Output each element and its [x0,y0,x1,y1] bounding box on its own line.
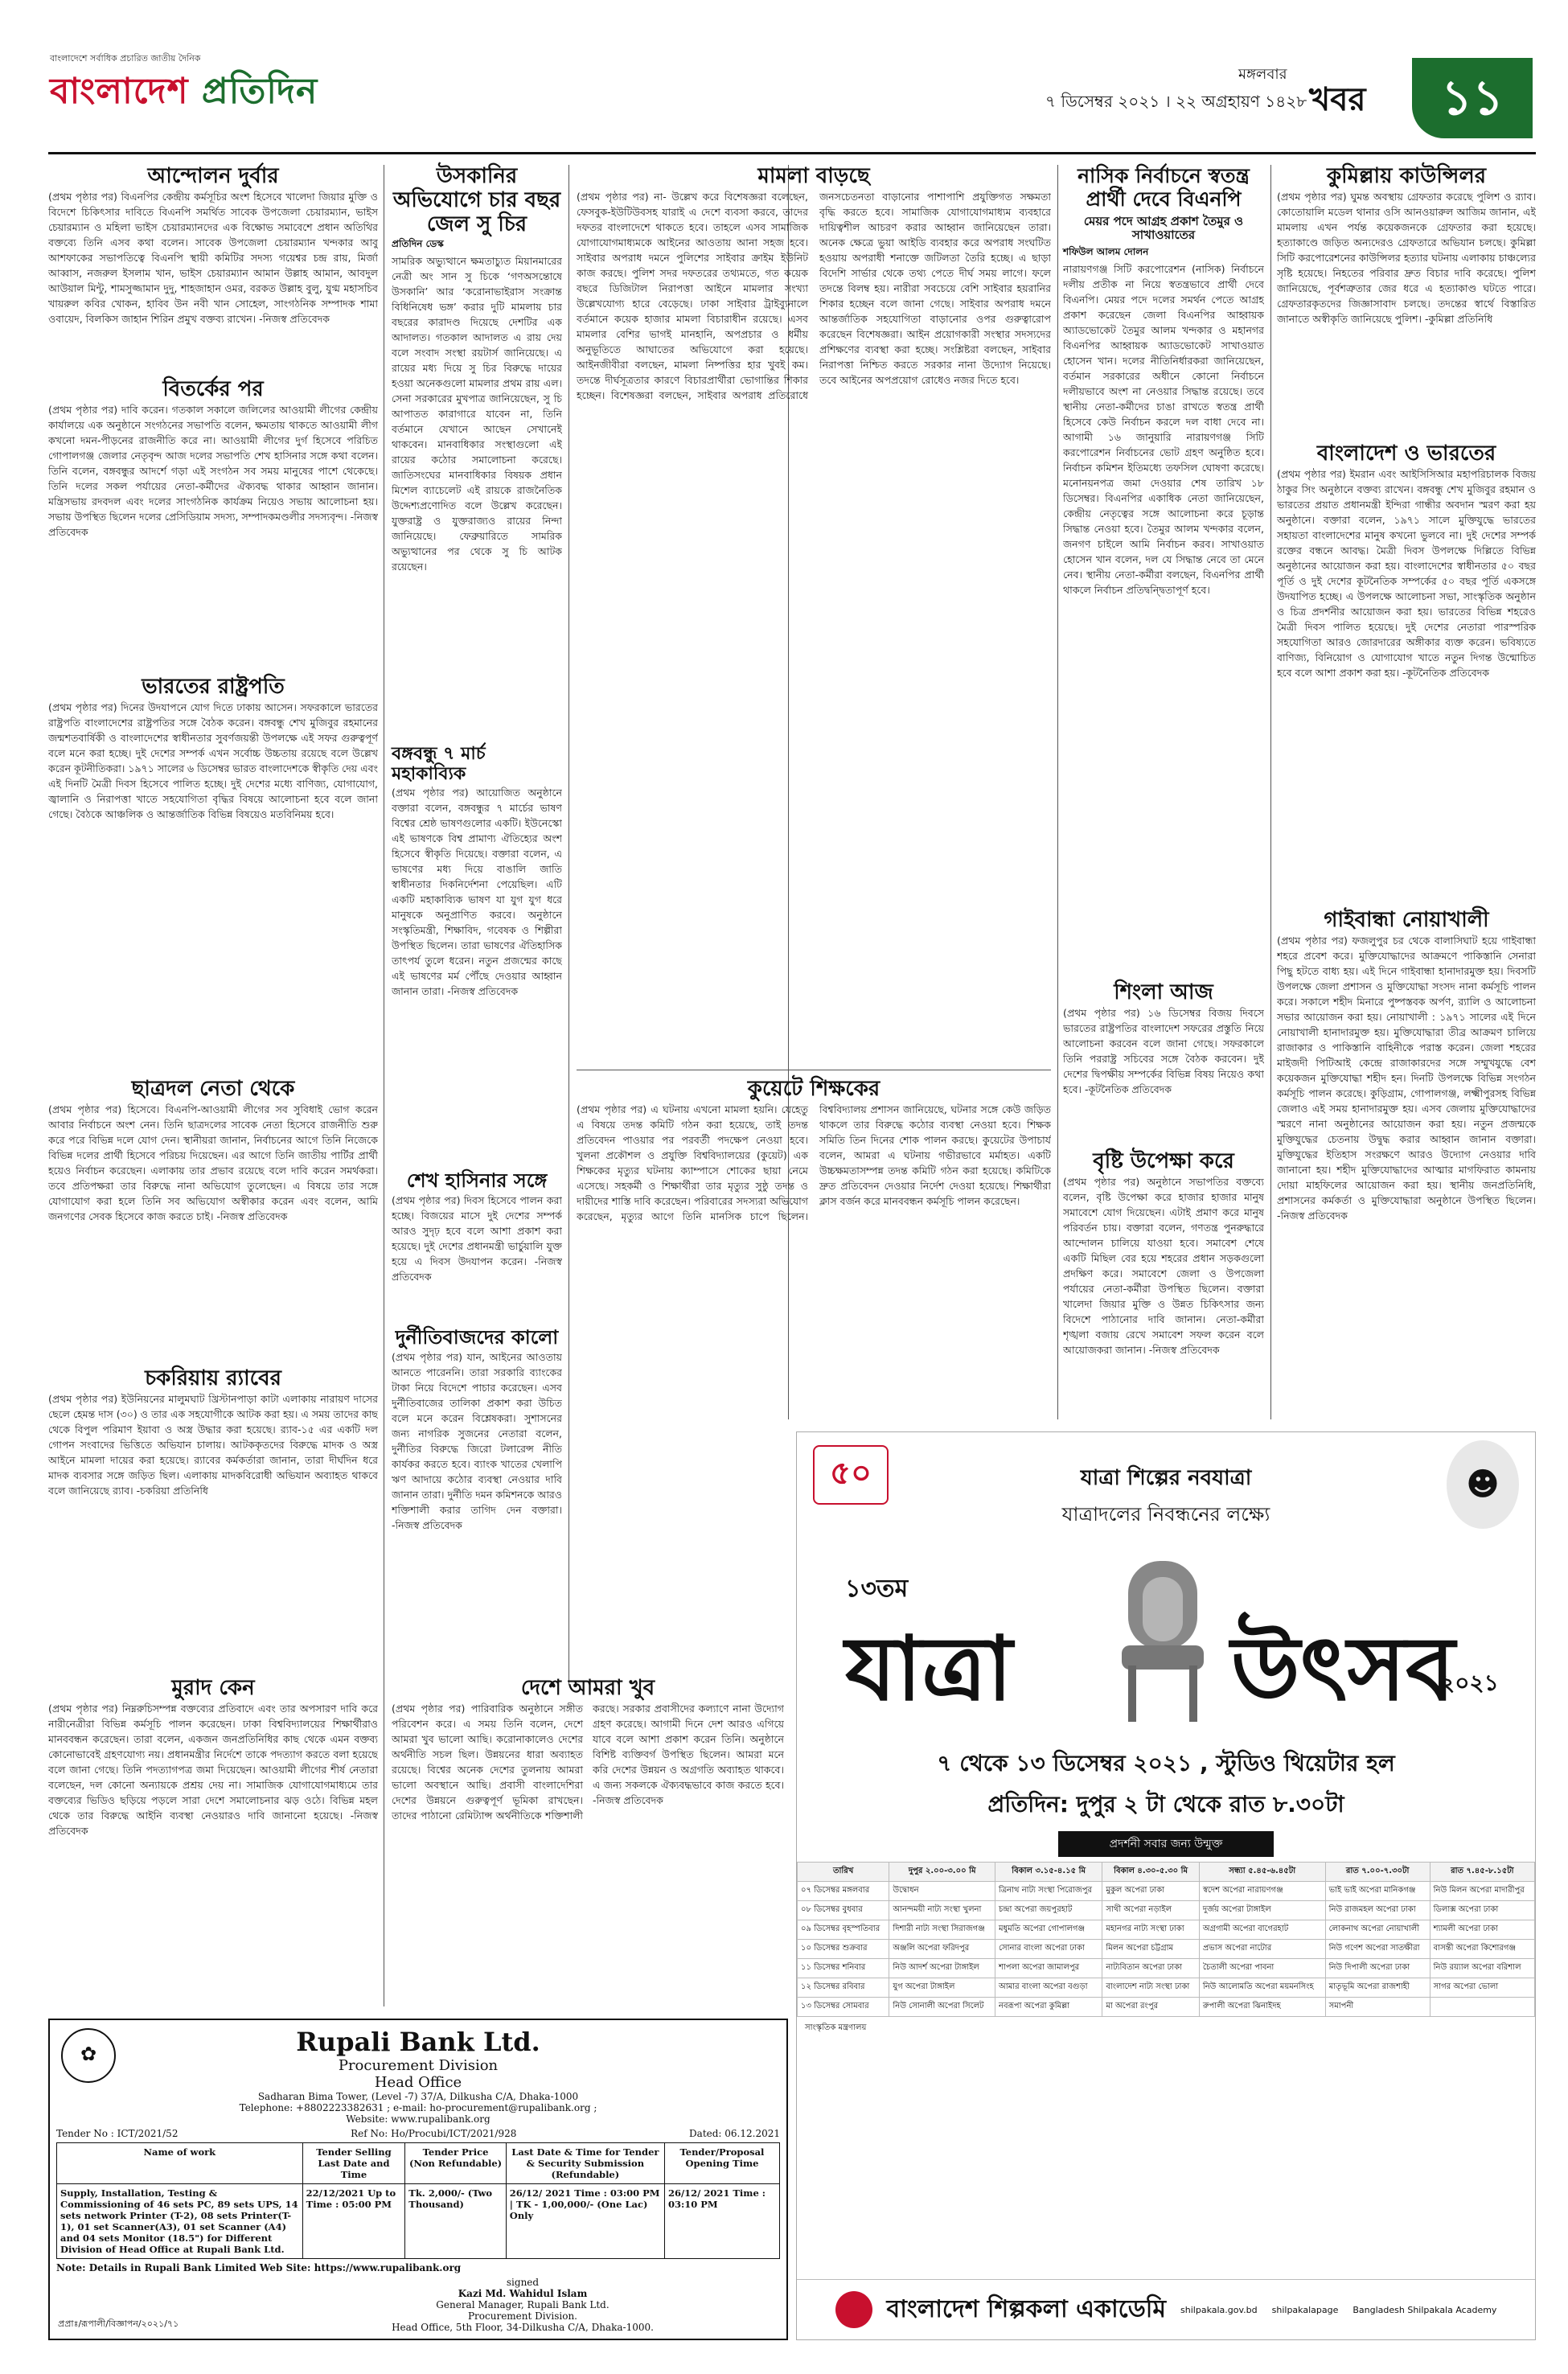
byline: প্রতিদিন ডেস্ক [392,237,444,249]
table-header: Last Date & Time for Tender & Security Submission (Refundable) [506,2143,664,2184]
table-cell: নিউ আলোমতি অপেরা ময়মনসিংহ [1199,1978,1325,1998]
article-body: (প্রথম পৃষ্ঠার পর) ১৬ ডিসেম্বর বিজয় দিবসে ভারতের রাষ্ট্রপতির বাংলাদেশ সফরের প্রস্তুতি নিয়ে আলোচনা করবেন বলে জানা গেছে। সফরকালে তিনি পররাষ্ট্র সচিবের সঙ্গে বৈঠক করবেন। দুই দেশের দ্বিপক্ষীয় সম্পর্কের বিভিন্ন বিষয় নিয়েও কথা হবে। -কূটনৈতিক প্রতিবেদক [1063,1006,1264,1095]
table-cell: নিউ মিলন অপেরা মাদারীপুর [1430,1882,1534,1901]
section-name: খবর [1309,81,1366,118]
headline[interactable]: মুরাদ কেন [171,1676,255,1700]
table-cell: ডিলাক্স অপেরা ঢাকা [1430,1901,1534,1920]
table-cell: সোনার বাংলা অপেরা ঢাকা [995,1940,1102,1959]
schedule-table [797,1862,1535,2017]
table-header: রাত ৭.০০-৭.৩০টা [1325,1863,1430,1882]
article-body: (প্রথম পৃষ্ঠার পর) ইউনিয়নের মালুমঘাট খ্রিস্টানপাড়া কাটা এলাকায় নারায়ণ দাসের ছেলে হেমন্ত দাস (৩০) ও তার এক সহযোগীকে আটক করা হয়। এ সময় তাদের কাছ থেকে বিপুল পরিমাণ ইয়াবা ও অস্ত্র উদ্ধার করা হয়েছে। র‌্যাব-১৫ এর একটি দল গোপন সংবাদের ভিত্তিতে অভিযান চালায়। আটককৃতদের বিরুদ্ধে মাদক ও অস্ত্র আইনে মামলা দায়ের করা হয়েছে। র‌্যাবের কর্মকর্তারা জানান, তারা দীর্ঘদিন ধরে মাদক ব্যবসার সঙ্গে জড়িত ছিল। এলাকায় মাদকবিরোধী অভিযান অব্যাহত থাকবে বলে জানিয়েছে র‌্যাব। -চকরিয়া প্রতিনিধি [48,1392,378,1497]
article-body: (প্রথম পৃষ্ঠার পর) দিনের উদযাপনে যোগ দিতে ঢাকায় আসেন। সফরকালে ভারতের রাষ্ট্রপতি বাংলাদেশের রাষ্ট্রপতির সঙ্গে বৈঠক করেন। বঙ্গবন্ধু শেখ মুজিবুর রহমানের জন্মশতবার্ষিকী ও বাংলাদেশের স্বাধীনতার সুবর্ণজয়ন্তী উপলক্ষে এই সফর গুরুত্বপূর্ণ বলে মনে করা হচ্ছে। দুই দেশের সম্পর্ক এখন সর্বোচ্চ উচ্চতায় রয়েছে বলে উল্লেখ করেন কূটনীতিকরা। ১৯৭১ সালের ৬ ডিসেম্বর ভারত বাংলাদেশকে স্বীকৃতি দেয় এবং এই দিনটি মৈত্রী দিবস হিসেবে পালিত হচ্ছে। দুই দেশের মধ্যে বাণিজ্য, যোগাযোগ, জ্বালানি ও নিরাপত্তা খাতে সহযোগিতা বৃদ্ধির বিষয়ে আলোচনা হবে বলে জানা গেছে। বৈঠকে আঞ্চলিক ও আন্তর্জাতিক বিভিন্ন বিষয়েও মতবিনিময় হবে। [48,700,378,820]
article-mamla [577,165,1051,1066]
article-body: (প্রথম পৃষ্ঠার পর) পারিবারিক অনুষ্ঠানে সঙ্গীত পরিবেশন করে। এ সময় তিনি বলেন, দেশে আমরা খুব ভালো আছি। করোনাকালেও দেশের অর্থনীতি সচল ছিল। উন্নয়নের ধারা অব্যাহত রয়েছে। বিশ্বের অনেক দেশের তুলনায় আমরা ভালো অবস্থানে আছি। প্রবাসী বাংলাদেশিরা দেশের উন্নয়নে গুরুত্বপূর্ণ ভূমিকা রাখছেন। তাদের পাঠানো রেমিট্যান্স অর্থনীতিকে শক্তিশালী করছে। সরকার প্রবাসীদের কল্যাণে নানা উদ্যোগ গ্রহণ করেছে। আগামী দিনে দেশ আরও এগিয়ে যাবে বলে আশা প্রকাশ করেন তিনি। অনুষ্ঠানে বিশিষ্ট ব্যক্তিবর্গ উপস্থিত ছিলেন। আমরা মনে করি দেশের উন্নয়ন ও অগ্রগতি অব্যাহত থাকবে। এ জন্য সকলকে ঐক্যবদ্ধভাবে কাজ করতে হবে। -নিজস্ব প্রতিবেদক [392,1702,784,1822]
table-cell: Supply, Installation, Testing & Commissioning of 46 sets PC, 89 sets UPS, 14 sets network Printer (T-2), 08 sets Printer(T-1), 01 set Scanner(A3), 01 set Scanner (A4) and 04 sets Monitor (18.5") for Different Division of Head Office at Rupali Bank Ltd. [57,2184,303,2259]
table-cell: ১৩ ডিসেম্বর সোমবার [798,1998,889,2017]
facebook-page[interactable]: shilpakalapage [1271,2304,1339,2315]
signer-title: General Manager, Rupali Bank Ltd. [436,2299,610,2310]
table-cell: সাগর অপেরা ভোলা [1430,1978,1534,1998]
article-body: (প্রথম পৃষ্ঠার পর) বিএনপির কেন্দ্রীয় কর্মসূচির অংশ হিসেবে খালেদা জিয়ার মুক্তি ও বিদেশে চিকিৎসার দাবিতে বিএনপি সমর্থিত সাবেক উপজেলা চেয়ারম্যান, ভাইস চেয়ারম্যান ও মহিলা ভাইস চেয়ারম্যানদের এক বিক্ষোভ সমাবেশে প্রধান অতিথির বক্তব্যে তিনি এসব কথা বলেন। সাবেক উপজেলা চেয়ারম্যান খন্দকার আবু আশফাকের সভাপতিত্বে বিএনপি স্থায়ী কমিটির সদস্য গয়েশ্বর চন্দ্র রায়, মির্জা আব্বাস, নজরুল ইসলাম খান, ভাইস চেয়ারম্যান আমান উল্লাহ আমান, আবদুল আউয়াল মিন্টু, শামসুজ্জামান দুদু, শাহজাহান ওমর, বরকত উল্লাহ বুলু, যুগ্ম মহাসচিব খায়রুল কবির খোকন, হাবিব উন নবী খান সোহেল, সাংগঠনিক সম্পাদক শামা ওবায়েদ, বিলকিস জাহান শিরিন প্রমুখ বক্তব্য রাখেন। -নিজস্ব প্রতিবেদক [48,190,378,325]
article-brishti [1063,1150,1264,1415]
table-cell: নাট্যবিতান অপেরা ঢাকা [1102,1959,1199,1978]
article-body: সামরিক অভ্যুত্থানে ক্ষমতাচ্যুত মিয়ানমারের নেত্রী অং সান সু চিকে ‘গণঅসন্তোষে উসকানি’ আর ‘করোনাভাইরাস সংক্রান্ত বিধিনিষেধ ভঙ্গ’ করার দুটি মামলায় চার বছরের কারাদণ্ড দিয়েছে দেশটির এক আদালত। গতকাল আদালত এ রায় দেয় বলে সংবাদ সংস্থা রয়টার্স জানিয়েছে। এ রায়ের মধ্য দিয়ে সু চির বিরুদ্ধে দায়ের হওয়া অনেকগুলো মামলার প্রথম রায় এল। সেনা সরকারের মুখপাত্র জানিয়েছেন, সু চি আপাতত কারাগারে যাবেন না, তিনি বর্তমানে যেখানে আছেন সেখানেই থাকবেন। মানবাধিকার সংস্থাগুলো এই রায়ের কঠোর সমালোচনা করেছে। জাতিসংঘের মানবাধিকার বিষয়ক প্রধান মিশেল ব্যাচেলেট এই রায়কে রাজনৈতিক উদ্দেশ্যপ্রণোদিত বলে উল্লেখ করেছেন। যুক্তরাষ্ট্র ও যুক্তরাজ্যও রায়ের নিন্দা জানিয়েছে। ফেব্রুয়ারিতে সামরিক অভ্যুত্থানের পর থেকে সু চি আটক রয়েছেন। [392,254,562,573]
table-cell: সমাপনী [1325,1998,1430,2017]
table-cell: মা অপেরা রংপুর [1102,1998,1199,2017]
table-cell: উদ্বোধন [889,1882,995,1901]
article-body: (প্রথম পৃষ্ঠার পর) যান, আইনের আওতায় আনতে পারেননি। তারা সরকারি ব্যাংকের টাকা নিয়ে বিদেশে পাচার করেছেন। এসব দুর্নীতিবাজের তালিকা প্রকাশ করা উচিত বলে মনে করেন বিশ্লেষকরা। সুশাসনের জন্য নাগরিক সুজনের নেতারা বলেন, দুর্নীতির বিরুদ্ধে জিরো টলারেন্স নীতি কার্যকর করতে হবে। ব্যাংক খাতের খেলাপি ঋণ আদায়ে কঠোর ব্যবস্থা নেওয়ার দাবি জানান তারা। দুর্নীতি দমন কমিশনকে আরও শক্তিশালী করার তাগিদ দেন বক্তারা। -নিজস্ব প্রতিবেদক [392,1350,562,1531]
tender-table [56,2142,780,2259]
table-cell: দুর্জয় অপেরা টাঙ্গাইল [1199,1901,1325,1920]
table-cell: শ্যামলী অপেরা ঢাকা [1430,1920,1534,1940]
table-cell: রুপালী অপেরা ঝিনাইদহ [1199,1998,1325,2017]
headline[interactable]: চকরিয়ায় র‌্যাবের [145,1366,281,1390]
signer-division: Procurement Division. [467,2310,577,2322]
table-cell: মিলন অপেরা চট্টগ্রাম [1102,1940,1199,1959]
article-body: (প্রথম পৃষ্ঠার পর) আয়োজিত অনুষ্ঠানে বক্তারা বলেন, বঙ্গবন্ধুর ৭ মার্চের ভাষণ বিশ্বের শ্রেষ্ঠ ভাষণগুলোর একটি। ইউনেস্কো এই ভাষণকে বিশ্ব প্রামাণ্য ঐতিহ্যের অংশ হিসেবে স্বীকৃতি দিয়েছে। বক্তারা বলেন, এ ভাষণের মধ্য দিয়ে বাঙালি জাতি স্বাধীনতার দিকনির্দেশনা পেয়েছিল। এটি একটি মহাকাব্যিক ভাষণ যা যুগ যুগ ধরে মানুষকে অনুপ্রাণিত করবে। অনুষ্ঠানে সংস্কৃতিমন্ত্রী, শিক্ষাবিদ, গবেষক ও শিল্পীরা উপস্থিত ছিলেন। তারা ভাষণের ঐতিহাসিক তাৎপর্য তুলে ধরেন। নতুন প্রজন্মের কাছে এই ভাষণের মর্ম পৌঁছে দেওয়ার আহ্বান জানান তারা। -নিজস্ব প্রতিবেদক [392,786,562,997]
bank-address: Sadharan Bima Tower, (Level -7) 37/A, Dilkusha C/A, Dhaka-1000 [257,2091,579,2102]
ad-subtagline: যাত্রাদলের নিবন্ধনের লক্ষ্যে [1061,1503,1270,1526]
throne-chair-icon [1110,1553,1215,1730]
bank-name: Rupali Bank Ltd. [296,2027,540,2057]
table-row [798,1882,1535,1901]
ad-title-block [797,1537,1535,1746]
newspaper-logo[interactable]: বাংলাদেশ প্রতিদিন [50,71,318,112]
bank-website[interactable]: Website: www.rupalibank.org [346,2113,491,2125]
article-body: (প্রথম পৃষ্ঠার পর) ইমরান এবং আইসিসিআর মহাপরিচালক বিজয় ঠাকুর সিং অনুষ্ঠানে বক্তব্য রাখেন। বঙ্গবন্ধু শেখ মুজিবুর রহমান ও ভারতের প্রয়াত প্রধানমন্ত্রী ইন্দিরা গান্ধীর অবদান স্মরণ করা হয় অনুষ্ঠানে। বক্তারা বলেন, ১৯৭১ সালে মুক্তিযুদ্ধে ভারতের সহায়তা বাংলাদেশের মানুষ কখনো ভুলবে না। দুই দেশের সম্পর্ক রক্তের বন্ধনে আবদ্ধ। মৈত্রী দিবস উপলক্ষে দিল্লিতে বিভিন্ন অনুষ্ঠানের আয়োজন করা হয়। বাংলাদেশের স্বাধীনতার ৫০ বছর পূর্তি ও দুই দেশের কূটনৈতিক সম্পর্কের ৫০ বছর পূর্তি একসঙ্গে উদযাপিত হচ্ছে। এ উপলক্ষে আলোচনা সভা, সাংস্কৃতিক অনুষ্ঠান ও চিত্র প্রদর্শনীর আয়োজন করা হয়। ভারতের বিভিন্ন শহরেও মৈত্রী দিবস পালিত হয়েছে। দুই দেশের নেতারা পারস্পরিক সহযোগিতা আরও জোরদারের অঙ্গীকার ব্যক্ত করেন। ভবিষ্যতে বাণিজ্য, বিনিয়োগ ও যোগাযোগ খাতে নতুন দিগন্ত উন্মোচিত হবে বলে আশা প্রকাশ করা হয়। -কূটনৈতিক প্রতিবেদক [1277,467,1536,679]
table-cell: 26/12/ 2021 Time : 03:10 PM [664,2184,779,2259]
article-shringla [1063,981,1264,1142]
table-cell: আনন্দময়ী নাট্য সংস্থা খুলনা [889,1901,995,1920]
brand-tagline: বাংলাদেশে সর্বাধিক প্রচারিত জাতীয় দৈনিক [50,53,201,64]
issue-day: মঙ্গলবার [1238,66,1287,83]
table-row [798,1959,1535,1978]
table-cell: নিউ রয়্যাল অপেরা বরিশাল [1430,1959,1534,1978]
page-number: ১১ [1412,58,1533,138]
table-cell: সাথী অপেরা নড়াইল [1102,1901,1199,1920]
headline[interactable]: গাইবান্ধা নোয়াখালী [1324,908,1489,932]
headline[interactable]: দেশে আমরা খুব [520,1676,655,1700]
table-header: বিকাল ৪.৩০-৫.৩০ মি [1102,1863,1199,1882]
table-row [798,1998,1535,2017]
headline[interactable]: কুমিল্লায় কাউন্সিলর [1326,164,1487,188]
table-cell [1430,1998,1534,2017]
table-cell: আমার বাংলা অপেরা বগুড়া [995,1978,1102,1998]
article-kuet [577,1078,1051,1448]
article-murad [48,1677,378,2006]
article-body: (প্রথম পৃষ্ঠার পর) না- উল্লেখ করে বিশেষজ্ঞরা বলেছেন, ফেসবুক-ইউটিউবসহ যারাই এ দেশে ব্যবসা করবে, তাদের দফতর বাংলাদেশে থাকতে হবে। তাহলে এসব সামাজিক যোগাযোগমাধ্যমকে আইনের আওতায় আনা সহজ হবে। সাইবার অপরাধ দমনে পুলিশের সাইবার ক্রাইম ইউনিট কাজ করছে। পুলিশ সদর দফতরের তথ্যমতে, গত কয়েক বছরে ডিজিটাল নিরাপত্তা আইনে মামলার সংখ্যা উল্লেখযোগ্য হারে বেড়েছে। ঢাকা সাইবার ট্রাইব্যুনালে বর্তমানে কয়েক হাজার মামলা বিচারাধীন রয়েছে। এসব মামলার বেশির ভাগই মানহানি, অপপ্রচার ও ধর্মীয় অনুভূতিতে আঘাতের অভিযোগে করা হয়েছে। আইনজীবীরা বলছেন, মামলা নিষ্পত্তির হার খুবই কম। তদন্তে দীর্ঘসূত্রতার কারণে বিচারপ্রার্থীরা ভোগান্তির শিকার হচ্ছেন। বিশেষজ্ঞরা বলছেন, সাইবার অপরাধ প্রতিরোধে জনসচেতনতা বাড়ানোর পাশাপাশি প্রযুক্তিগত সক্ষমতা বৃদ্ধি করতে হবে। সামাজিক যোগাযোগমাধ্যম ব্যবহারে দায়িত্বশীল আচরণ করার আহ্বান জানিয়েছেন তারা। অনেক ক্ষেত্রে ভুয়া আইডি ব্যবহার করে অপরাধ সংঘটিত হওয়ায় অপরাধী শনাক্তে জটিলতা তৈরি হচ্ছে। এ ছাড়া বিদেশি সার্ভার থেকে তথ্য পেতে দীর্ঘ সময় লাগে। ফলে তদন্তে বিলম্ব হয়। নারীরা সবচেয়ে বেশি সাইবার হয়রানির শিকার হচ্ছেন বলে জানা গেছে। সাইবার অপরাধ দমনে আন্তর্জাতিক সহযোগিতা বাড়ানোর ওপর গুরুত্বারোপ করেছেন বিশেষজ্ঞরা। আইন প্রয়োগকারী সংস্থার সদস্যদের প্রশিক্ষণের ব্যবস্থা করা হচ্ছে। সংশ্লিষ্টরা বলছেন, সাইবার নিরাপত্তা নিশ্চিত করতে সরকার নানা উদ্যোগ নিয়েছে। তবে আইনের অপপ্রয়োগ রোধেও নজর দিতে হবে। [577,190,1051,401]
table-header: বিকাল ৩.১৫-৪.১৫ মি [995,1863,1102,1882]
mujib-100-logo-icon: ☻ [1447,1440,1519,1529]
bank-contact: Telephone: +8802223382631 ; e-mail: ho-procurement@rupalibank.org ; [239,2102,597,2113]
table-cell: ভাই ভাই অপেরা মানিকগঞ্জ [1325,1882,1430,1901]
academy-logo-icon [835,2291,872,2328]
article-body: (প্রথম পৃষ্ঠার পর) হিসেবে। বিএনপি-আওয়ামী লীগের সব সুবিধাই ভোগ করেন আবার নির্বাচনে অংশ নেন। তিনি ছাত্রদলের সাবেক নেতা হিসেবে রাজনীতি শুরু করে পরে বিভিন্ন দলে যোগ দেন। স্থানীয়রা জানান, নির্বাচনের আগে তিনি নিজেকে বিভিন্ন দলের প্রার্থী হিসেবে পরিচয় দিয়েছেন। এর আগে তিনি জাতীয় পার্টির প্রার্থী হয়েও নির্বাচন করেছেন। এলাকায় তার প্রভাব রয়েছে বলে দাবি করেন সমর্থকরা। তবে প্রতিপক্ষরা তার বিরুদ্ধে নানা অভিযোগ তুলেছেন। এ বিষয়ে তার সঙ্গে যোগাযোগ করা হলে তিনি সব অভিযোগ অস্বীকার করেন এবং বলেন, আমি জনগণের সেবক হিসেবে কাজ করতে চাই। -নিজস্ব প্রতিবেদক [48,1103,378,1222]
article-gaibandha [1277,909,1536,1415]
table-row [798,1940,1535,1959]
headline[interactable]: কুয়েটে শিক্ষকের [747,1077,880,1101]
reference-number: Ref No: Ho/Procubi/ICT/2021/928 [351,2128,517,2139]
headline[interactable]: মামলা বাড়ছে [757,164,870,188]
headline[interactable]: উসকানির অভিযোগে চার বছর জেল সু চির [392,164,561,236]
table-cell: শাপলা অপেরা জামালপুর [995,1959,1102,1978]
signed-label: signed [506,2277,540,2288]
tender-number: Tender No : ICT/2021/52 [56,2128,179,2139]
article-durnitibaj [392,1327,562,1671]
bangladesh-50-badge: ৫০ [813,1445,889,1505]
table-cell: বাংলাদেশ নাট্য সংস্থা ঢাকা [1102,1978,1199,1998]
table-cell: স্বদেশ অপেরা নারায়ণগঞ্জ [1199,1882,1325,1901]
headline[interactable]: নাসিক নির্বাচনে স্বতন্ত্র প্রার্থী দেবে বিএনপি [1077,164,1250,211]
table-cell: 26/12/ 2021 Time : 03:00 PM | TK - 1,00,000/- (One Lac) Only [506,2184,664,2259]
article-bitorker [48,378,378,667]
article-deshe-amra [392,1677,784,1998]
ad-code: প্রপ্রাঃ/রূপালী/বিজ্ঞাপন/২০২১/৭১ [58,2319,179,2329]
table-cell: নিউ সোনালী অপেরা সিলেট [889,1998,995,2017]
article-body: (প্রথম পৃষ্ঠার পর) দিবস হিসেবে পালন করা হচ্ছে। বিজয়ের মাসে দুই দেশের সম্পর্ক আরও সুদৃঢ় হবে বলে আশা প্রকাশ করা হয়েছে। দুই দেশের প্রধানমন্ত্রী ভার্চুয়ালি যুক্ত হয়ে এ দিবস উদযাপন করেন। -নিজস্ব প্রতিবেদক [392,1193,562,1283]
table-row [798,1901,1535,1920]
event-dates: ৭ থেকে ১৩ ডিসেম্বর ২০২১ , স্টুডিও থিয়েটার হল [937,1750,1395,1776]
signature-block [265,2277,780,2333]
headline[interactable]: বিতর্কের পর [162,377,264,401]
article-bd-india [1277,442,1536,901]
headline[interactable]: বাংলাদেশ ও ভারতের [1316,442,1496,466]
table-cell: প্রভাস অপেরা নাটোর [1199,1940,1325,1959]
table-cell: নিউ আদর্শ অপেরা টাঙ্গাইল [889,1959,995,1978]
table-cell: ০৭ ডিসেম্বর মঙ্গলবার [798,1882,889,1901]
year-label: ২০২১ [1440,1670,1499,1696]
table-cell: ১১ ডিসেম্বর শনিবার [798,1959,889,1978]
table-cell: ১২ ডিসেম্বর রবিবার [798,1978,889,1998]
headline[interactable]: বৃষ্টি উপেক্ষা করে [1093,1149,1234,1173]
sub-headline: মেয়র পদে আগ্রহ প্রকাশ তৈমুর ও সাখাওয়াতের [1083,213,1244,242]
article-suchi [392,165,562,728]
ad-tagline: যাত্রা শিল্পের নবযাত্রা [1080,1466,1252,1490]
bank-office: Head Office [374,2074,462,2091]
article-body: (প্রথম পৃষ্ঠার পর) ফজলুপুর চর থেকে বালাসিঘাট হয়ে গাইবান্ধা শহরে প্রবেশ করে। মুক্তিযোদ্ধাদের আক্রমণে পাকিস্তানি সেনারা পিছু হটতে বাধ্য হয়। এই দিনে গাইবান্ধা হানাদারমুক্ত হয়। দিবসটি উপলক্ষে জেলা প্রশাসন ও মুক্তিযোদ্ধা সংসদ নানা কর্মসূচি পালন করে। সকালে শহীদ মিনারে পুষ্পস্তবক অর্পণ, র‌্যালি ও আলোচনা সভার আয়োজন করা হয়। নোয়াখালী : ১৯৭১ সালের এই দিনে নোয়াখালী হানাদারমুক্ত হয়। মুক্তিযোদ্ধারা তীব্র আক্রমণ চালিয়ে রাজাকার ও পাকিস্তানি বাহিনীকে পরাস্ত করেন। জেলা শহরের মাইজদী পিটিআই কেন্দ্রে রাজাকারদের সঙ্গে সম্মুখযুদ্ধে বেশ কয়েকজন মুক্তিযোদ্ধা শহীদ হন। দিনটি উপলক্ষে বিভিন্ন সংগঠন কর্মসূচি পালন করেছে। কুড়িগ্রাম, গোপালগঞ্জ, লক্ষ্মীপুরসহ বিভিন্ন জেলাও এই সময় হানাদারমুক্ত হয়। এসব জেলায় মুক্তিযোদ্ধাদের স্মরণে নানা অনুষ্ঠানের আয়োজন করা হয়। নতুন প্রজন্মকে মুক্তিযুদ্ধের চেতনায় উদ্বুদ্ধ করার আহ্বান জানান বক্তারা। মুক্তিযুদ্ধের ইতিহাস সংরক্ষণে আরও উদ্যোগ নেওয়ার দাবি জানানো হয়। শহীদ মুক্তিযোদ্ধাদের আত্মার মাগফিরাত কামনায় দোয়া মাহফিলের আয়োজন করা হয়। স্থানীয় জনপ্রতিনিধি, প্রশাসনের কর্মকর্তা ও মুক্তিযোদ্ধারা অনুষ্ঠানে উপস্থিত ছিলেন। -নিজস্ব প্রতিবেদক [1277,934,1536,1222]
table-cell: নিউ গণেশ অপেরা সাতক্ষীরা [1325,1940,1430,1959]
headline[interactable]: শেখ হাসিনার সঙ্গে [406,1169,548,1192]
edition-label: ১৩তম [845,1575,909,1603]
table-cell: বাসন্তী অপেরা কিশোরগঞ্জ [1430,1940,1534,1959]
article-body: (প্রথম পৃষ্ঠার পর) ঘুমন্ত অবস্থায় গ্রেফতার করেছে পুলিশ ও র‌্যাব। কোতোয়ালি মডেল থানার ওসি আনওয়ারুল আজিম জানান, এই মামলায় এখন পর্যন্ত কয়েকজনকে গ্রেফতার করা হয়েছে। হত্যাকাণ্ডে জড়িত অন্যদেরও গ্রেফতারে অভিযান চলছে। কুমিল্লা সিটি করপোরেশনের কাউন্সিলর হত্যার ঘটনায় এলাকায় চাঞ্চল্যের সৃষ্টি হয়েছে। নিহতের পরিবার দ্রুত বিচার দাবি করেছে। পুলিশ জানিয়েছে, পূর্বশত্রুতার জের ধরে এ হত্যাকাণ্ড ঘটতে পারে। গ্রেফতারকৃতদের জিজ্ঞাসাবাদ চলছে। তদন্তের স্বার্থে বিস্তারিত জানাতে অস্বীকৃতি জানিয়েছে পুলিশ। -কুমিল্লা প্রতিনিধি [1277,190,1536,325]
table-cell: চৈতালী অপেরা পাবনা [1199,1959,1325,1978]
headline[interactable]: ছাত্রদল নেতা থেকে [131,1077,295,1101]
article-cumilla [1277,165,1536,430]
column-rule [1057,165,1058,1419]
ministry-label: সাংস্কৃতিক মন্ত্রণালয় [805,2023,867,2032]
table-cell: মাতৃভূমি অপেরা রাজশাহী [1325,1978,1430,1998]
jatra-utsab-ad [796,1431,1536,2340]
article-chatradol [48,1078,378,1351]
article-body: (প্রথম পৃষ্ঠার পর) নিম্নরুচিসম্পন্ন বক্তব্যের প্রতিবাদে এবং তার অপসারণ দাবি করে নারীনেত্রীরা বিভিন্ন কর্মসূচি পালন করেছেন। ঢাকা বিশ্ববিদ্যালয়ের শিক্ষার্থীরাও মানববন্ধন করেছেন। তারা বলেন, একজন জনপ্রতিনিধির কাছ থেকে এমন বক্তব্য কোনোভাবেই গ্রহণযোগ্য নয়। প্রধানমন্ত্রীর নির্দেশে তাকে পদত্যাগ করতে বলা হয়েছে বলে জানা গেছে। তিনি পদত্যাগপত্র জমা দিয়েছেন। আওয়ামী লীগের শীর্ষ নেতারা বলেছেন, দল কোনো অন্যায়কে প্রশ্রয় দেয় না। সামাজিক যোগাযোগমাধ্যমে তার বক্তব্যের ভিডিও ছড়িয়ে পড়লে সারা দেশে সমালোচনার ঝড় ওঠে। বিভিন্ন মহল থেকে তার বিরুদ্ধে আইনি ব্যবস্থা নেওয়ারও দাবি জানানো হয়েছে। -নিজস্ব প্রতিবেদক [48,1702,378,1837]
open-to-all-banner: প্রদর্শনী সবার জন্য উন্মুক্ত [1058,1831,1274,1857]
article-bongobondhu [392,744,562,1179]
headline[interactable]: আন্দোলন দুর্বার [147,164,279,188]
event-times: প্রতিদিন: দুপুর ২ টা থেকে রাত ৮.৩০টা [987,1791,1344,1817]
table-cell: মুকুল অপেরা ঢাকা [1102,1882,1199,1901]
table-cell: মহানগর নাট্য সংস্থা ঢাকা [1102,1920,1199,1940]
table-header: দুপুর ২.০০-৩.০০ মি [889,1863,995,1882]
academy-name: বাংলাদেশ শিল্পকলা একাডেমি [886,2294,1167,2323]
column-rule [1270,165,1271,1419]
table-cell: যুগ অপেরা টাঙ্গাইল [889,1978,995,1998]
article-body: (প্রথম পৃষ্ঠার পর) দাবি করেন। গতকাল সকালে জলিলের আওয়ামী লীগের কেন্দ্রীয় কার্যালয়ে এক অনুষ্ঠানে সংগঠনের সভাপতি বলেন, ক্ষমতায় থাকতে আওয়ামী লীগ কখনো দমন-পীড়নের রাজনীতি করে না। আওয়ামী লীগের দুর্গ হিসেবে পরিচিত গোপালগঞ্জ জেলার নেতৃবৃন্দ আজ দলের সভাপতি শেখ হাসিনার সঙ্গে কথা বলেন। তিনি বলেন, বঙ্গবন্ধুর আদর্শে গড়া এই সংগঠন সব সময় মানুষের পাশে থেকেছে। তিনি দলের সকল পর্যায়ের নেতা-কর্মীদের ঐক্যবদ্ধ থাকার আহ্বান জানান। মন্ত্রিসভায় রদবদল এবং দলের সাংগঠনিক কার্যক্রম নিয়েও সভায় আলোচনা হয়। সভায় উপস্থিত ছিলেন দলের প্রেসিডিয়াম সদস্য, সম্পাদকমণ্ডলীর সদস্যবৃন্দ। -নিজস্ব প্রতিবেদক [48,403,378,538]
table-cell: দিশারী নাট্য সংস্থা সিরাজগঞ্জ [889,1920,995,1940]
table-cell: চন্দ্রা অপেরা জয়পুরহাট [995,1901,1102,1920]
article-body: নারায়ণগঞ্জ সিটি করপোরেশন (নাসিক) নির্বাচনে দলীয় প্রতীক না নিয়ে স্বতন্ত্রভাবে প্রার্থী দেবে বিএনপি। মেয়র পদে দলের সমর্থন পেতে আগ্রহ প্রকাশ করেছেন জেলা বিএনপির আহ্বায়ক অ্যাডভোকেট তৈমুর আলম খন্দকার ও মহানগর বিএনপির আহ্বায়ক অ্যাডভোকেট সাখাওয়াত হোসেন খান। দলের নীতিনির্ধারকরা জানিয়েছেন, বর্তমান সরকারের অধীনে কোনো নির্বাচনে দলীয়ভাবে অংশ না নেওয়ার সিদ্ধান্ত রয়েছে। তবে স্থানীয় নেতা-কর্মীদের চাঙা রাখতে স্বতন্ত্র প্রার্থী হিসেবে কেউ নির্বাচন করলে দল বাধা দেবে না। আগামী ১৬ জানুয়ারি নারায়ণগঞ্জ সিটি করপোরেশন নির্বাচনের ভোট গ্রহণ অনুষ্ঠিত হবে। নির্বাচন কমিশন ইতিমধ্যে তফসিল ঘোষণা করেছে। মনোনয়নপত্র জমা দেওয়ার শেষ তারিখ ১৮ ডিসেম্বর। বিএনপির একাধিক নেতা জানিয়েছেন, কেন্দ্রীয় নেতৃত্বের সঙ্গে আলোচনা করে চূড়ান্ত সিদ্ধান্ত নেওয়া হবে। তৈমুর আলম খন্দকার বলেন, জনগণ চাইলে আমি নির্বাচন করব। সাখাওয়াত হোসেন খান বলেন, দল যে সিদ্ধান্ত নেবে তা মেনে নেব। স্থানীয় নেতা-কর্মীরা বলছেন, বিএনপির প্রার্থী থাকলে নির্বাচন প্রতিদ্বন্দ্বিতাপূর্ণ হবে। [1063,263,1264,596]
table-cell: নিউ দিপালী অপেরা ঢাকা [1325,1959,1430,1978]
dated: Dated: 06.12.2021 [689,2128,780,2139]
title-utsab: উৎসব [1231,1617,1455,1720]
table-header: সন্ধ্যা ৫.৪৫-৬.৪৫টা [1199,1863,1325,1882]
article-sheikh-hasina [392,1170,562,1321]
headline[interactable]: ভারতের রাষ্ট্রপতি [142,675,285,699]
table-header: রাত ৭.৪৫-৮.১৫টা [1430,1863,1534,1882]
bank-division: Procurement Division [338,2057,499,2074]
headline[interactable]: বঙ্গবন্ধু ৭ মার্চ মহাকাব্যিক [392,744,486,785]
table-header: তারিখ [798,1863,889,1882]
tender-note: Note: Details in Rupali Bank Limited Web Site: https://www.rupalibank.org [56,2262,462,2273]
table-cell: ০৯ ডিসেম্বর বৃহস্পতিবার [798,1920,889,1940]
table-row [798,1978,1535,1998]
table-row [798,1920,1535,1940]
ad-footer [797,2279,1535,2339]
table-header: Tender Price (Non Refundable) [405,2143,507,2184]
table-cell: অঞ্জলি অপেরা ফরিদপুর [889,1940,995,1959]
table-cell: মধুমতি অপেরা গোপালগঞ্জ [995,1920,1102,1940]
table-header: Tender Selling Last Date and Time [302,2143,405,2184]
headline[interactable]: দুর্নীতিবাজদের কালো [395,1326,559,1349]
table-cell: Tk. 2,000/- (Two Thousand) [405,2184,507,2259]
table-cell: ১০ ডিসেম্বর শুক্রবার [798,1940,889,1959]
tender-ref-line [56,2128,780,2139]
article-chokoria [48,1367,378,1665]
table-cell: লোকনাথ অপেরা নোয়াখালী [1325,1920,1430,1940]
article-bharoter-rashtropoti [48,676,378,1070]
title-jatra: যাত্রা [845,1617,1012,1720]
article-body: (প্রথম পৃষ্ঠার পর) এ ঘটনায় এখনো মামলা হয়নি। যেহেতু এ বিষয়ে তদন্ত কমিটি গঠন করা হয়েছে, তাই তদন্ত প্রতিবেদন পাওয়ার পর পরবর্তী পদক্ষেপ নেওয়া হবে। খুলনা প্রকৌশল ও প্রযুক্তি বিশ্ববিদ্যালয়ের (কুয়েট) এক শিক্ষকের মৃত্যুর ঘটনায় ক্যাম্পাসে শোকের ছায়া নেমে এসেছে। সহকর্মী ও শিক্ষার্থীরা তার মৃত্যুর সুষ্ঠু তদন্ত ও দায়ীদের শাস্তি দাবি করেছেন। পরিবারের সদস্যরা অভিযোগ করেছেন, মৃত্যুর আগে তিনি মানসিক চাপে ছিলেন। বিশ্ববিদ্যালয় প্রশাসন জানিয়েছে, ঘটনার সঙ্গে কেউ জড়িত থাকলে তার বিরুদ্ধে কঠোর ব্যবস্থা নেওয়া হবে। শিক্ষক সমিতি তিন দিনের শোক পালন করছে। কুয়েটের উপাচার্য বলেন, আমরা এ ঘটনায় গভীরভাবে মর্মাহত। একটি উচ্চক্ষমতাসম্পন্ন তদন্ত কমিটি গঠন করা হয়েছে। কমিটিকে দ্রুত প্রতিবেদন দেওয়ার নির্দেশ দেওয়া হয়েছে। শিক্ষার্থীরা ক্লাস বর্জন করে মানববন্ধন কর্মসূচি পালন করেছেন। [577,1103,1051,1222]
headline[interactable]: শিংলা আজ [1114,980,1213,1004]
article-nasik [1063,165,1264,985]
signer-name: Kazi Md. Wahidul Islam [458,2288,588,2299]
table-cell: 22/12/2021 Up to Time : 05:00 PM [302,2184,405,2259]
youtube-channel[interactable]: Bangladesh Shilpakala Academy [1353,2304,1497,2315]
table-cell: নবরূপা অপেরা কুমিল্লা [995,1998,1102,2017]
table-header: Tender/Proposal Opening Time [664,2143,779,2184]
article-body: (প্রথম পৃষ্ঠার পর) অনুষ্ঠানে সভাপতির বক্তব্যে বলেন, বৃষ্টি উপেক্ষা করে হাজার হাজার মানুষ সমাবেশে যোগ দিয়েছেন। এটাই প্রমাণ করে মানুষ পরিবর্তন চায়। বক্তারা বলেন, গণতন্ত্র পুনরুদ্ধারে আন্দোলন চালিয়ে যাওয়া হবে। সমাবেশ শেষে একটি মিছিল বের হয়ে শহরের প্রধান সড়কগুলো প্রদক্ষিণ করে। সমাবেশে জেলা ও উপজেলা পর্যায়ের নেতা-কর্মীরা উপস্থিত ছিলেন। বক্তারা খালেদা জিয়ার মুক্তি ও উন্নত চিকিৎসার জন্য বিদেশে পাঠানোর দাবি জানান। নেতা-কর্মীরা শৃঙ্খলা বজায় রেখে সমাবেশ সফল করেন বলে আয়োজকরা জানান। -নিজস্ব প্রতিবেদক [1063,1175,1264,1356]
table-cell: অগ্রগামী অপেরা বাগেরহাট [1199,1920,1325,1940]
signer-office: Head Office, 5th Floor, 34-Dilkusha C/A, Dhaka-1000. [392,2322,654,2333]
article-andolon [48,165,378,358]
academy-website[interactable]: shilpakala.gov.bd [1180,2304,1258,2315]
table-cell: ০৮ ডিসেম্বর বুধবার [798,1901,889,1920]
table-header: Name of work [57,2143,303,2184]
bank-logo-icon: ✿ [61,2028,116,2083]
byline: শফিউল আলম দোলন [1063,246,1149,257]
table-cell: ত্রিনাথ নাট্য সংস্থা পিরোজপুর [995,1882,1102,1901]
rupali-bank-tender-ad [48,2019,788,2340]
issue-date: ৭ ডিসেম্বর ২০২১ । ২২ অগ্রহায়ণ ১৪২৮ [1045,92,1307,111]
table-cell: নিউ রাজমহল অপেরা ঢাকা [1325,1901,1430,1920]
